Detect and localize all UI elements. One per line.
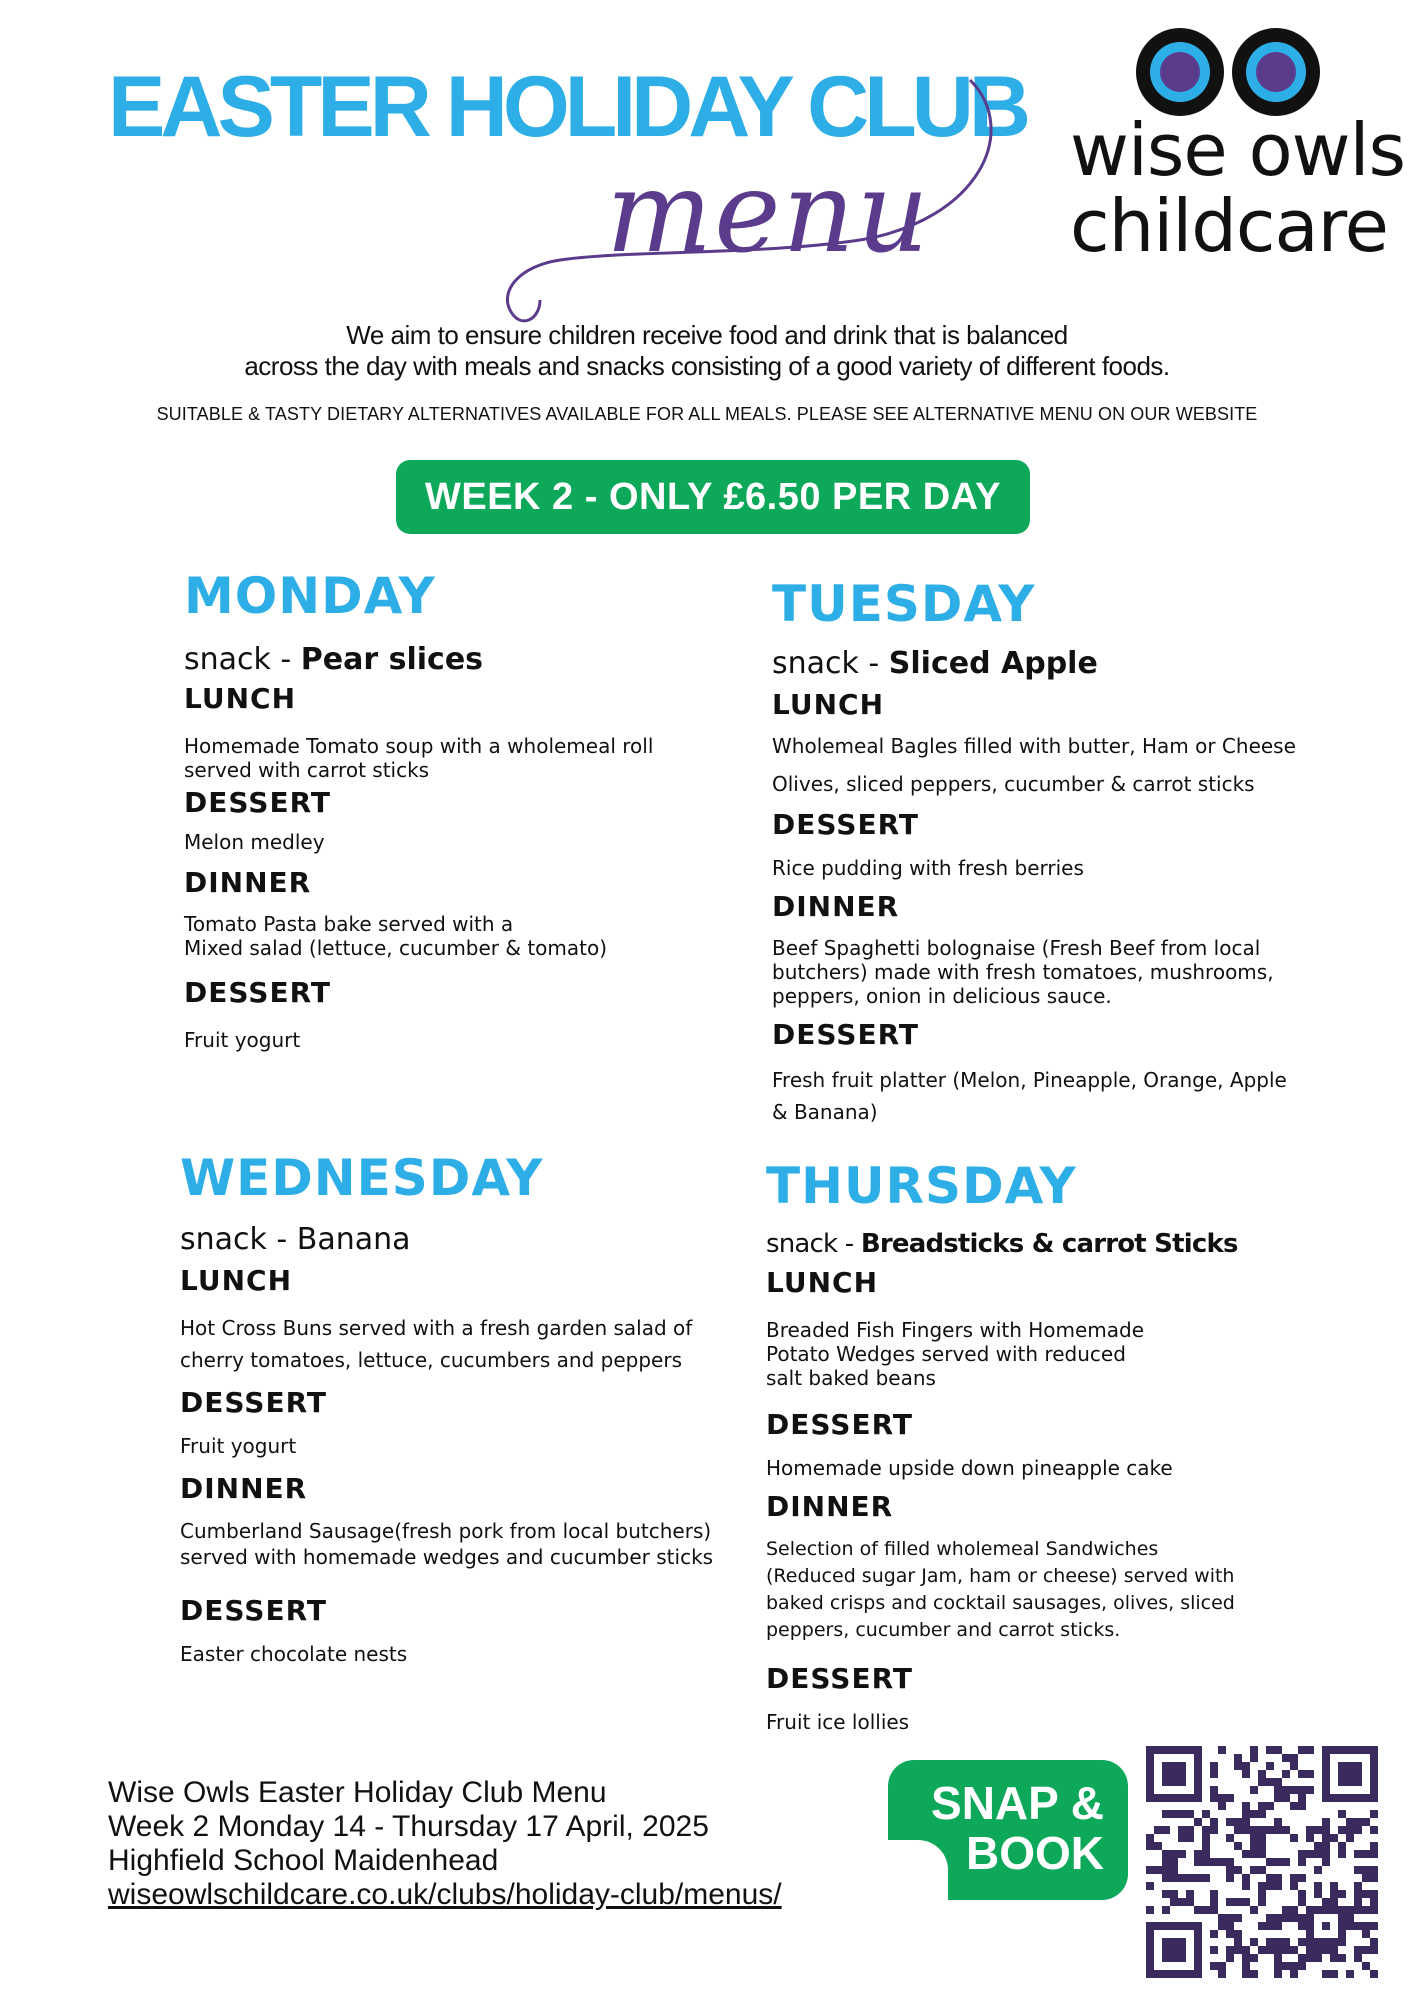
dessert-heading: DESSERT [180, 1386, 327, 1419]
snack-prefix: snack - [184, 642, 301, 677]
dessert-text: Easter chocolate nests [180, 1642, 408, 1666]
snack-line [772, 646, 1098, 682]
logo-text-line2: childcare [1070, 184, 1388, 268]
dinner-heading: DINNER [180, 1472, 308, 1505]
dessert-heading: DESSERT [772, 808, 919, 841]
day-name: MONDAY [184, 567, 436, 625]
lunch-heading: LUNCH [184, 682, 296, 715]
intro-line: We aim to ensure children receive food and drink that is balanced [346, 320, 1068, 350]
menu-line: Breaded Fish Fingers with Homemade [766, 1318, 1145, 1342]
menu-line: (Reduced sugar Jam, ham or cheese) served with [766, 1565, 1235, 1587]
page-title: EASTER HOLIDAY CLUB [108, 59, 1027, 155]
intro-line: across the day with meals and snacks consisting of a good variety of different foods. [244, 351, 1170, 381]
day-name: WEDNESDAY [180, 1149, 544, 1207]
menu-line: Potato Wedges served with reduced [766, 1342, 1126, 1366]
day-name: TUESDAY [772, 575, 1036, 633]
menu-line: served with carrot sticks [184, 758, 430, 782]
snap-book-line1: SNAP & [931, 1777, 1104, 1829]
menu-line: peppers, onion in delicious sauce. [772, 984, 1112, 1008]
snap-book-line2: BOOK [966, 1827, 1104, 1879]
dessert-heading: DESSERT [184, 976, 331, 1009]
dietary-notice: SUITABLE & TASTY DIETARY ALTERNATIVES AVAILABLE FOR ALL MEALS. PLEASE SEE ALTERNATIVE MENU ON OUR WEBSITE [156, 404, 1258, 424]
lunch-text [184, 734, 653, 782]
lunch-heading: LUNCH [180, 1264, 292, 1297]
snack-line [180, 1222, 411, 1258]
dessert-heading: DESSERT [180, 1594, 327, 1627]
snack-prefix: snack - [772, 646, 889, 681]
logo-text-line1: wise owls [1070, 108, 1406, 192]
dessert-text: Fruit yogurt [180, 1434, 297, 1458]
snack-item: Breadsticks & carrot Sticks [860, 1229, 1238, 1259]
snack-line [184, 642, 483, 678]
menu-line: Fresh fruit platter (Melon, Pineapple, Orange, Apple [772, 1068, 1287, 1092]
dessert-text: Melon medley [184, 830, 325, 854]
lunch-heading: LUNCH [772, 688, 884, 721]
dessert-text: Rice pudding with fresh berries [772, 856, 1084, 880]
menu-line: peppers, cucumber and carrot sticks. [766, 1619, 1121, 1641]
snap-book-notch [888, 1840, 948, 1900]
menu-line: Tomato Pasta bake served with a [184, 912, 514, 936]
dessert-heading: DESSERT [766, 1408, 913, 1441]
snap-book-button[interactable] [888, 1760, 1128, 1900]
menu-line: Cumberland Sausage(fresh pork from local butchers) [180, 1519, 712, 1543]
menu-line: Hot Cross Buns served with a fresh garden salad of [180, 1316, 693, 1340]
menu-line: & Banana) [772, 1100, 878, 1124]
menu-line: baked crisps and cocktail sausages, olives, sliced [766, 1592, 1235, 1614]
day-tuesday [772, 574, 1372, 1134]
price-banner: WEEK 2 - ONLY £6.50 PER DAY [396, 460, 1030, 534]
lunch-text [766, 1318, 1144, 1390]
wise-owls-logo [1070, 24, 1406, 268]
dessert-heading: DESSERT [184, 786, 331, 819]
dinner-heading: DINNER [766, 1490, 894, 1523]
snack-item: Pear slices [300, 642, 484, 677]
lunch-text: Olives, sliced peppers, cucumber & carrot sticks [772, 772, 1255, 796]
day-wednesday [180, 1148, 760, 1668]
footer-info [108, 1776, 782, 1912]
dessert-text [772, 1064, 1287, 1128]
snack-prefix: snack - [180, 1222, 297, 1257]
day-name: THURSDAY [766, 1157, 1077, 1215]
dinner-text [180, 1518, 713, 1570]
menu-line: Mixed salad (lettuce, cucumber & tomato) [184, 936, 608, 960]
footer-line: Wise Owls Easter Holiday Club Menu [108, 1776, 607, 1809]
qr-code-icon[interactable] [1146, 1746, 1378, 1978]
menu-line: butchers) made with fresh tomatoes, mushrooms, [772, 960, 1274, 984]
day-monday [184, 566, 744, 1086]
dessert-text: Fruit yogurt [184, 1028, 301, 1052]
dinner-heading: DINNER [184, 866, 312, 899]
menu-line: salt baked beans [766, 1366, 936, 1390]
dinner-text [772, 936, 1274, 1008]
intro-text [0, 320, 1414, 382]
menu-line: served with homemade wedges and cucumber sticks [180, 1545, 714, 1569]
dinner-text [184, 912, 607, 960]
day-thursday [766, 1156, 1366, 1736]
lunch-text: Wholemeal Bagles filled with butter, Ham or Cheese [772, 734, 1296, 758]
snack-line [766, 1226, 1238, 1262]
dessert-text: Fruit ice lollies [766, 1710, 910, 1734]
snack-item: Sliced Apple [888, 646, 1098, 681]
lunch-text [180, 1312, 692, 1376]
dinner-text [766, 1536, 1235, 1644]
menus-link[interactable]: wiseowlschildcare.co.uk/clubs/holiday-club/menus/ [108, 1878, 782, 1911]
dessert-text: Homemade upside down pineapple cake [766, 1456, 1173, 1480]
menu-line: Selection of filled wholemeal Sandwiches [766, 1538, 1159, 1560]
menu-line: Homemade Tomato soup with a wholemeal roll [184, 734, 654, 758]
footer-line: Highfield School Maidenhead [108, 1844, 499, 1877]
dinner-heading: DINNER [772, 890, 900, 923]
menu-script-word: menu [606, 148, 931, 278]
snack-prefix: snack - [766, 1229, 861, 1259]
menu-line: cherry tomatoes, lettuce, cucumbers and peppers [180, 1348, 682, 1372]
lunch-heading: LUNCH [766, 1266, 878, 1299]
dessert-heading: DESSERT [766, 1662, 913, 1695]
menu-line: Beef Spaghetti bolognaise (Fresh Beef from local [772, 936, 1261, 960]
footer-line: Week 2 Monday 14 - Thursday 17 April, 2025 [108, 1810, 709, 1843]
snack-item: Banana [296, 1222, 411, 1257]
dessert-heading: DESSERT [772, 1018, 919, 1051]
